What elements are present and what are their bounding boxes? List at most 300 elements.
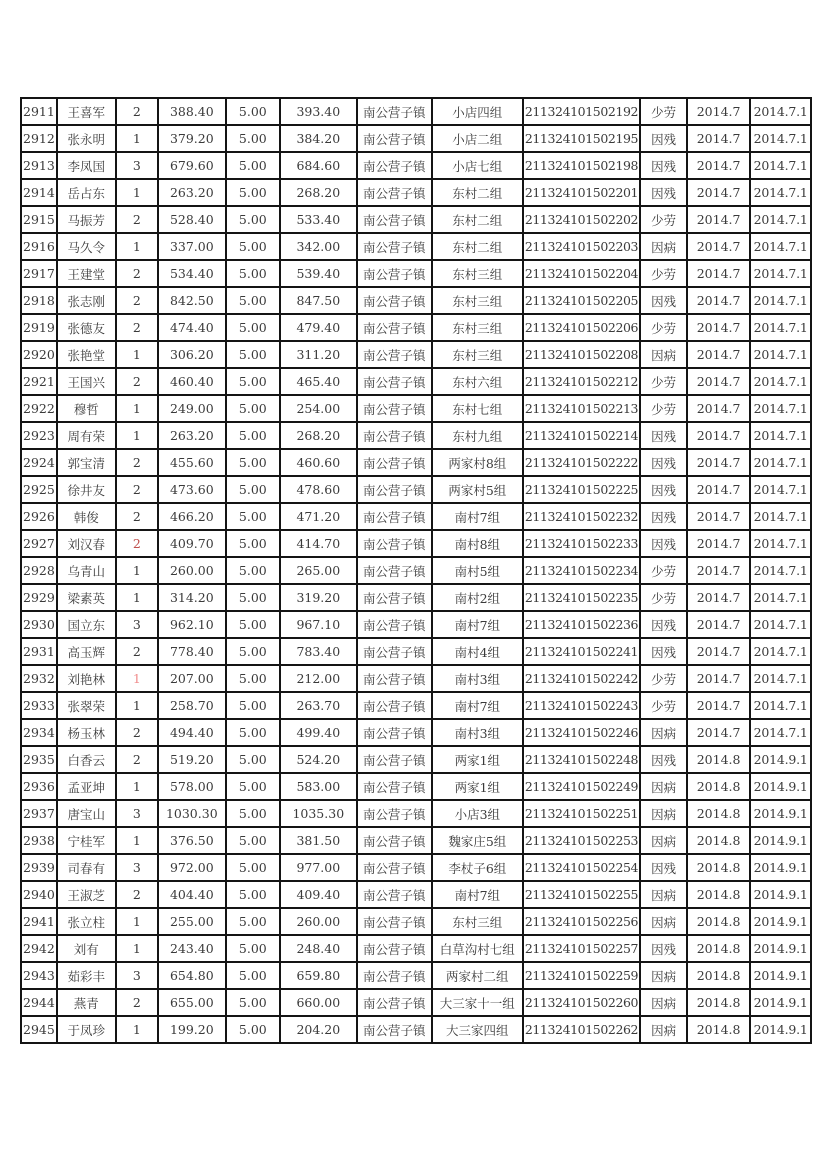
cell-village-group: 大三家十一组 — [432, 989, 523, 1016]
cell-category: 因病 — [640, 233, 687, 260]
cell-town: 南公营子镇 — [357, 692, 432, 719]
cell-name: 乌青山 — [57, 557, 116, 584]
cell-serial: 2944 — [21, 989, 57, 1016]
cell-household-count: 1 — [116, 935, 158, 962]
cell-issue-date: 2014.7.1 — [750, 719, 811, 746]
cell-account-no: 211324101502241 — [523, 638, 640, 665]
cell-base-amount: 466.20 — [158, 503, 226, 530]
cell-serial: 2936 — [21, 773, 57, 800]
cell-town: 南公营子镇 — [357, 746, 432, 773]
cell-category: 因残 — [640, 422, 687, 449]
table-row — [21, 746, 811, 773]
cell-subsidy: 5.00 — [226, 179, 280, 206]
cell-village-group: 南村5组 — [432, 557, 523, 584]
cell-issue-date: 2014.9.1 — [750, 1016, 811, 1043]
cell-household-count: 3 — [116, 854, 158, 881]
cell-start-month: 2014.7 — [687, 233, 750, 260]
cell-account-no: 211324101502246 — [523, 719, 640, 746]
table-row — [21, 422, 811, 449]
table-row — [21, 800, 811, 827]
cell-total-amount: 977.00 — [280, 854, 357, 881]
table-row — [21, 854, 811, 881]
cell-start-month: 2014.7 — [687, 98, 750, 125]
table-row — [21, 287, 811, 314]
cell-base-amount: 494.40 — [158, 719, 226, 746]
cell-category: 因残 — [640, 746, 687, 773]
cell-town: 南公营子镇 — [357, 584, 432, 611]
cell-village-group: 小店二组 — [432, 125, 523, 152]
cell-town: 南公营子镇 — [357, 125, 432, 152]
cell-name: 刘有 — [57, 935, 116, 962]
cell-category: 少劳 — [640, 206, 687, 233]
cell-name: 张翠荣 — [57, 692, 116, 719]
cell-total-amount: 393.40 — [280, 98, 357, 125]
cell-start-month: 2014.7 — [687, 719, 750, 746]
cell-total-amount: 660.00 — [280, 989, 357, 1016]
cell-total-amount: 319.20 — [280, 584, 357, 611]
table-row — [21, 260, 811, 287]
cell-village-group: 东村六组 — [432, 368, 523, 395]
cell-town: 南公营子镇 — [357, 557, 432, 584]
cell-start-month: 2014.7 — [687, 530, 750, 557]
cell-town: 南公营子镇 — [357, 422, 432, 449]
cell-base-amount: 337.00 — [158, 233, 226, 260]
cell-serial: 2924 — [21, 449, 57, 476]
cell-total-amount: 268.20 — [280, 422, 357, 449]
cell-village-group: 两家村二组 — [432, 962, 523, 989]
cell-town: 南公营子镇 — [357, 206, 432, 233]
table-row — [21, 314, 811, 341]
cell-serial: 2945 — [21, 1016, 57, 1043]
cell-account-no: 211324101502251 — [523, 800, 640, 827]
cell-base-amount: 258.70 — [158, 692, 226, 719]
cell-base-amount: 376.50 — [158, 827, 226, 854]
cell-issue-date: 2014.9.1 — [750, 881, 811, 908]
table-row — [21, 530, 811, 557]
cell-household-count: 2 — [116, 368, 158, 395]
cell-account-no: 211324101502212 — [523, 368, 640, 395]
cell-subsidy: 5.00 — [226, 773, 280, 800]
cell-account-no: 211324101502206 — [523, 314, 640, 341]
cell-start-month: 2014.7 — [687, 692, 750, 719]
cell-category: 因残 — [640, 854, 687, 881]
cell-issue-date: 2014.7.1 — [750, 341, 811, 368]
cell-issue-date: 2014.7.1 — [750, 395, 811, 422]
cell-base-amount: 379.20 — [158, 125, 226, 152]
cell-start-month: 2014.7 — [687, 503, 750, 530]
cell-household-count: 1 — [116, 341, 158, 368]
cell-subsidy: 5.00 — [226, 611, 280, 638]
cell-subsidy: 5.00 — [226, 935, 280, 962]
cell-subsidy: 5.00 — [226, 854, 280, 881]
cell-category: 因病 — [640, 1016, 687, 1043]
cell-name: 张志刚 — [57, 287, 116, 314]
cell-serial: 2935 — [21, 746, 57, 773]
cell-village-group: 南村7组 — [432, 692, 523, 719]
cell-issue-date: 2014.7.1 — [750, 449, 811, 476]
cell-category: 少劳 — [640, 314, 687, 341]
cell-village-group: 南村7组 — [432, 503, 523, 530]
cell-issue-date: 2014.7.1 — [750, 584, 811, 611]
cell-village-group: 魏家庄5组 — [432, 827, 523, 854]
cell-subsidy: 5.00 — [226, 557, 280, 584]
cell-account-no: 211324101502262 — [523, 1016, 640, 1043]
cell-start-month: 2014.7 — [687, 341, 750, 368]
cell-village-group: 小店3组 — [432, 800, 523, 827]
cell-household-count: 2 — [116, 314, 158, 341]
cell-total-amount: 384.20 — [280, 125, 357, 152]
cell-name: 马久令 — [57, 233, 116, 260]
cell-total-amount: 409.40 — [280, 881, 357, 908]
cell-serial: 2912 — [21, 125, 57, 152]
cell-village-group: 两家村5组 — [432, 476, 523, 503]
cell-town: 南公营子镇 — [357, 260, 432, 287]
cell-subsidy: 5.00 — [226, 98, 280, 125]
cell-category: 因病 — [640, 773, 687, 800]
cell-name: 李凤国 — [57, 152, 116, 179]
cell-town: 南公营子镇 — [357, 800, 432, 827]
cell-subsidy: 5.00 — [226, 584, 280, 611]
cell-issue-date: 2014.9.1 — [750, 773, 811, 800]
table-row — [21, 125, 811, 152]
cell-town: 南公营子镇 — [357, 881, 432, 908]
cell-subsidy: 5.00 — [226, 962, 280, 989]
cell-issue-date: 2014.7.1 — [750, 611, 811, 638]
cell-issue-date: 2014.7.1 — [750, 665, 811, 692]
cell-name: 王建堂 — [57, 260, 116, 287]
cell-name: 郭宝清 — [57, 449, 116, 476]
cell-village-group: 东村三组 — [432, 341, 523, 368]
cell-account-no: 211324101502235 — [523, 584, 640, 611]
cell-serial: 2931 — [21, 638, 57, 665]
table-row — [21, 881, 811, 908]
cell-subsidy: 5.00 — [226, 395, 280, 422]
cell-base-amount: 519.20 — [158, 746, 226, 773]
cell-total-amount: 265.00 — [280, 557, 357, 584]
cell-name: 孟亚坤 — [57, 773, 116, 800]
cell-category: 因残 — [640, 287, 687, 314]
cell-start-month: 2014.7 — [687, 638, 750, 665]
cell-issue-date: 2014.7.1 — [750, 638, 811, 665]
cell-serial: 2942 — [21, 935, 57, 962]
cell-name: 张永明 — [57, 125, 116, 152]
cell-subsidy: 5.00 — [226, 314, 280, 341]
cell-start-month: 2014.7 — [687, 449, 750, 476]
cell-category: 因残 — [640, 125, 687, 152]
cell-subsidy: 5.00 — [226, 827, 280, 854]
cell-category: 少劳 — [640, 395, 687, 422]
cell-start-month: 2014.8 — [687, 746, 750, 773]
table-row — [21, 908, 811, 935]
cell-subsidy: 5.00 — [226, 206, 280, 233]
cell-serial: 2918 — [21, 287, 57, 314]
cell-base-amount: 388.40 — [158, 98, 226, 125]
benefits-table — [20, 97, 812, 1044]
cell-base-amount: 842.50 — [158, 287, 226, 314]
cell-account-no: 211324101502257 — [523, 935, 640, 962]
cell-serial: 2922 — [21, 395, 57, 422]
cell-base-amount: 199.20 — [158, 1016, 226, 1043]
cell-serial: 2941 — [21, 908, 57, 935]
cell-total-amount: 684.60 — [280, 152, 357, 179]
cell-subsidy: 5.00 — [226, 881, 280, 908]
cell-town: 南公营子镇 — [357, 179, 432, 206]
cell-issue-date: 2014.7.1 — [750, 98, 811, 125]
cell-town: 南公营子镇 — [357, 152, 432, 179]
cell-issue-date: 2014.7.1 — [750, 476, 811, 503]
cell-account-no: 211324101502205 — [523, 287, 640, 314]
cell-start-month: 2014.8 — [687, 908, 750, 935]
cell-household-count: 1 — [116, 773, 158, 800]
cell-serial: 2917 — [21, 260, 57, 287]
cell-household-count: 2 — [116, 989, 158, 1016]
cell-household-count: 1 — [116, 422, 158, 449]
cell-category: 因病 — [640, 827, 687, 854]
cell-village-group: 东村三组 — [432, 260, 523, 287]
cell-serial: 2927 — [21, 530, 57, 557]
cell-category: 因残 — [640, 152, 687, 179]
cell-base-amount: 962.10 — [158, 611, 226, 638]
table-row — [21, 557, 811, 584]
cell-total-amount: 471.20 — [280, 503, 357, 530]
cell-account-no: 211324101502233 — [523, 530, 640, 557]
cell-serial: 2921 — [21, 368, 57, 395]
cell-subsidy: 5.00 — [226, 125, 280, 152]
cell-category: 因病 — [640, 962, 687, 989]
cell-village-group: 南村2组 — [432, 584, 523, 611]
cell-issue-date: 2014.9.1 — [750, 989, 811, 1016]
cell-base-amount: 654.80 — [158, 962, 226, 989]
cell-category: 因残 — [640, 935, 687, 962]
cell-total-amount: 967.10 — [280, 611, 357, 638]
cell-serial: 2919 — [21, 314, 57, 341]
cell-name: 王淑芝 — [57, 881, 116, 908]
cell-issue-date: 2014.7.1 — [750, 557, 811, 584]
cell-town: 南公营子镇 — [357, 665, 432, 692]
cell-village-group: 南村8组 — [432, 530, 523, 557]
cell-issue-date: 2014.7.1 — [750, 233, 811, 260]
cell-issue-date: 2014.7.1 — [750, 503, 811, 530]
cell-base-amount: 263.20 — [158, 422, 226, 449]
cell-total-amount: 1035.30 — [280, 800, 357, 827]
cell-account-no: 211324101502195 — [523, 125, 640, 152]
cell-name: 刘艳林 — [57, 665, 116, 692]
cell-account-no: 211324101502236 — [523, 611, 640, 638]
cell-account-no: 211324101502214 — [523, 422, 640, 449]
cell-account-no: 211324101502243 — [523, 692, 640, 719]
cell-household-count: 3 — [116, 962, 158, 989]
cell-household-count: 2 — [116, 881, 158, 908]
cell-village-group: 白草沟村七组 — [432, 935, 523, 962]
cell-town: 南公营子镇 — [357, 989, 432, 1016]
cell-subsidy: 5.00 — [226, 503, 280, 530]
cell-serial: 2916 — [21, 233, 57, 260]
cell-total-amount: 465.40 — [280, 368, 357, 395]
cell-category: 少劳 — [640, 665, 687, 692]
cell-household-count: 1 — [116, 233, 158, 260]
cell-subsidy: 5.00 — [226, 233, 280, 260]
cell-account-no: 211324101502208 — [523, 341, 640, 368]
cell-town: 南公营子镇 — [357, 1016, 432, 1043]
cell-village-group: 两家村8组 — [432, 449, 523, 476]
cell-subsidy: 5.00 — [226, 989, 280, 1016]
cell-serial: 2928 — [21, 557, 57, 584]
table-row — [21, 692, 811, 719]
cell-total-amount: 414.70 — [280, 530, 357, 557]
table-row — [21, 773, 811, 800]
cell-account-no: 211324101502201 — [523, 179, 640, 206]
cell-subsidy: 5.00 — [226, 692, 280, 719]
cell-start-month: 2014.7 — [687, 152, 750, 179]
cell-subsidy: 5.00 — [226, 449, 280, 476]
cell-household-count: 2 — [116, 287, 158, 314]
cell-subsidy: 5.00 — [226, 1016, 280, 1043]
cell-serial: 2943 — [21, 962, 57, 989]
cell-name: 张德友 — [57, 314, 116, 341]
cell-total-amount: 342.00 — [280, 233, 357, 260]
cell-town: 南公营子镇 — [357, 395, 432, 422]
cell-base-amount: 655.00 — [158, 989, 226, 1016]
cell-base-amount: 679.60 — [158, 152, 226, 179]
cell-village-group: 两家1组 — [432, 773, 523, 800]
cell-category: 因病 — [640, 719, 687, 746]
cell-account-no: 211324101502198 — [523, 152, 640, 179]
cell-name: 穆哲 — [57, 395, 116, 422]
cell-subsidy: 5.00 — [226, 152, 280, 179]
table-row — [21, 152, 811, 179]
cell-name: 唐宝山 — [57, 800, 116, 827]
cell-household-count: 3 — [116, 152, 158, 179]
cell-town: 南公营子镇 — [357, 449, 432, 476]
cell-issue-date: 2014.7.1 — [750, 692, 811, 719]
cell-category: 少劳 — [640, 260, 687, 287]
cell-household-count: 3 — [116, 611, 158, 638]
cell-category: 少劳 — [640, 368, 687, 395]
cell-village-group: 东村二组 — [432, 179, 523, 206]
cell-category: 因病 — [640, 908, 687, 935]
cell-town: 南公营子镇 — [357, 233, 432, 260]
cell-village-group: 东村七组 — [432, 395, 523, 422]
table-body — [21, 98, 811, 1043]
cell-start-month: 2014.8 — [687, 827, 750, 854]
cell-account-no: 211324101502242 — [523, 665, 640, 692]
cell-name: 刘汉春 — [57, 530, 116, 557]
cell-subsidy: 5.00 — [226, 908, 280, 935]
cell-village-group: 东村二组 — [432, 233, 523, 260]
cell-start-month: 2014.7 — [687, 557, 750, 584]
table-row — [21, 233, 811, 260]
cell-account-no: 211324101502203 — [523, 233, 640, 260]
cell-account-no: 211324101502234 — [523, 557, 640, 584]
cell-town: 南公营子镇 — [357, 476, 432, 503]
cell-start-month: 2014.7 — [687, 287, 750, 314]
cell-serial: 2929 — [21, 584, 57, 611]
cell-total-amount: 311.20 — [280, 341, 357, 368]
cell-base-amount: 972.00 — [158, 854, 226, 881]
cell-start-month: 2014.7 — [687, 206, 750, 233]
cell-name: 司春有 — [57, 854, 116, 881]
cell-base-amount: 778.40 — [158, 638, 226, 665]
cell-category: 因病 — [640, 881, 687, 908]
cell-town: 南公营子镇 — [357, 854, 432, 881]
cell-serial: 2915 — [21, 206, 57, 233]
cell-start-month: 2014.7 — [687, 368, 750, 395]
cell-village-group: 东村二组 — [432, 206, 523, 233]
cell-village-group: 南村3组 — [432, 665, 523, 692]
cell-town: 南公营子镇 — [357, 314, 432, 341]
cell-category: 因病 — [640, 989, 687, 1016]
cell-base-amount: 306.20 — [158, 341, 226, 368]
cell-base-amount: 255.00 — [158, 908, 226, 935]
cell-account-no: 211324101502259 — [523, 962, 640, 989]
cell-subsidy: 5.00 — [226, 530, 280, 557]
cell-town: 南公营子镇 — [357, 530, 432, 557]
cell-total-amount: 260.00 — [280, 908, 357, 935]
cell-household-count: 3 — [116, 800, 158, 827]
cell-account-no: 211324101502225 — [523, 476, 640, 503]
cell-serial: 2937 — [21, 800, 57, 827]
cell-base-amount: 404.40 — [158, 881, 226, 908]
cell-name: 杨玉林 — [57, 719, 116, 746]
cell-town: 南公营子镇 — [357, 962, 432, 989]
cell-issue-date: 2014.7.1 — [750, 530, 811, 557]
cell-account-no: 211324101502204 — [523, 260, 640, 287]
table-row — [21, 611, 811, 638]
table-row — [21, 179, 811, 206]
table-row — [21, 395, 811, 422]
cell-base-amount: 314.20 — [158, 584, 226, 611]
cell-category: 少劳 — [640, 692, 687, 719]
cell-category: 因残 — [640, 530, 687, 557]
cell-village-group: 南村3组 — [432, 719, 523, 746]
cell-issue-date: 2014.9.1 — [750, 746, 811, 773]
cell-account-no: 211324101502254 — [523, 854, 640, 881]
cell-account-no: 211324101502248 — [523, 746, 640, 773]
cell-name: 国立东 — [57, 611, 116, 638]
cell-subsidy: 5.00 — [226, 341, 280, 368]
cell-start-month: 2014.7 — [687, 125, 750, 152]
cell-household-count: 2 — [116, 638, 158, 665]
cell-town: 南公营子镇 — [357, 827, 432, 854]
cell-name: 韩俊 — [57, 503, 116, 530]
cell-issue-date: 2014.9.1 — [750, 854, 811, 881]
cell-base-amount: 460.40 — [158, 368, 226, 395]
cell-total-amount: 248.40 — [280, 935, 357, 962]
cell-issue-date: 2014.7.1 — [750, 422, 811, 449]
cell-household-count: 2 — [116, 530, 158, 557]
cell-account-no: 211324101502192 — [523, 98, 640, 125]
cell-serial: 2926 — [21, 503, 57, 530]
cell-village-group: 东村三组 — [432, 287, 523, 314]
cell-start-month: 2014.7 — [687, 314, 750, 341]
cell-town: 南公营子镇 — [357, 368, 432, 395]
cell-village-group: 东村三组 — [432, 314, 523, 341]
cell-name: 于凤珍 — [57, 1016, 116, 1043]
cell-account-no: 211324101502253 — [523, 827, 640, 854]
cell-household-count: 1 — [116, 827, 158, 854]
cell-serial: 2911 — [21, 98, 57, 125]
cell-village-group: 大三家四组 — [432, 1016, 523, 1043]
cell-category: 少劳 — [640, 557, 687, 584]
cell-village-group: 南村7组 — [432, 881, 523, 908]
cell-category: 因残 — [640, 611, 687, 638]
cell-issue-date: 2014.9.1 — [750, 935, 811, 962]
cell-start-month: 2014.8 — [687, 854, 750, 881]
cell-issue-date: 2014.7.1 — [750, 368, 811, 395]
cell-subsidy: 5.00 — [226, 746, 280, 773]
cell-category: 因残 — [640, 449, 687, 476]
cell-category: 因残 — [640, 476, 687, 503]
